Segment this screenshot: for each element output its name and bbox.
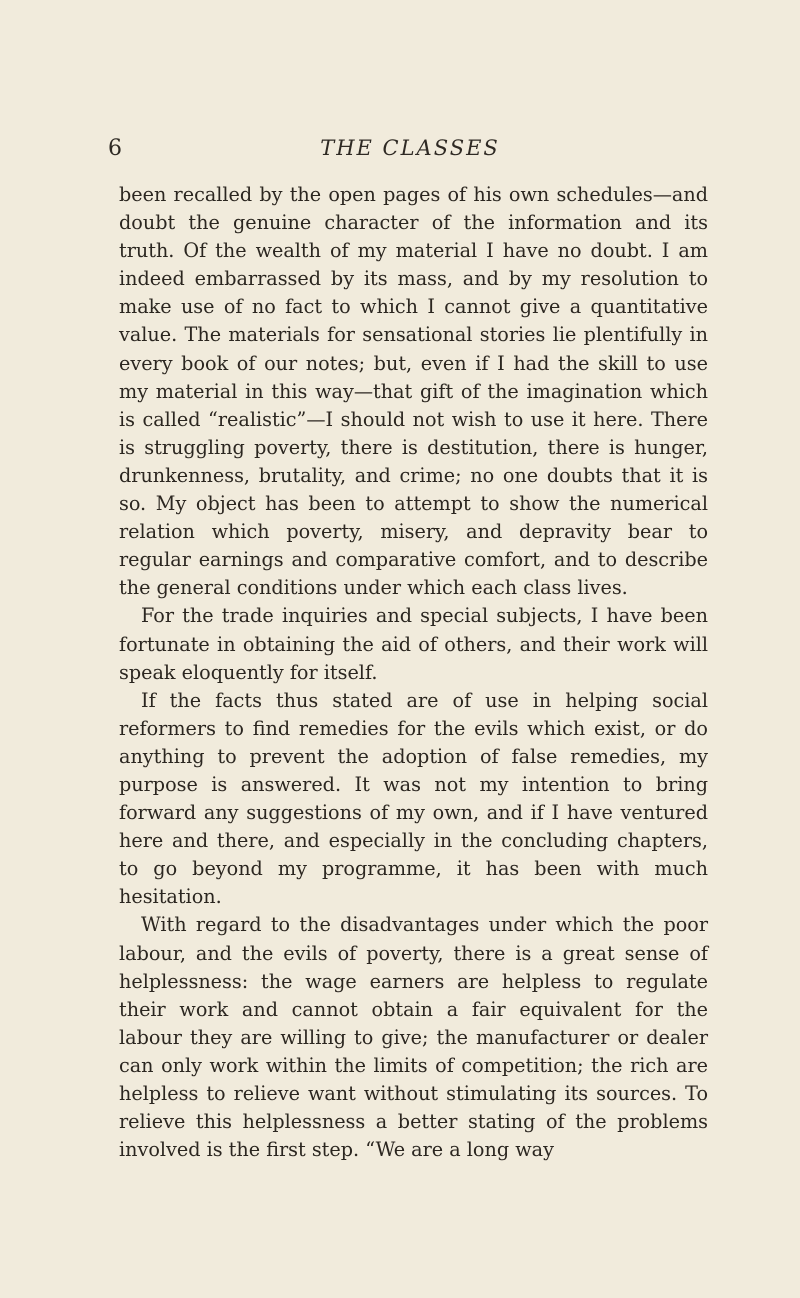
paragraph-1: been recalled by the open pages of his own schedules—and doubt the genuine character of the information and its truth. Of the wealth of my material I have no doubt. I am indeed embarrassed by its mass, and by my resolution to make use of no fact to which I cannot give a quantitative value. The materials for sensational stories lie plentifully in every book of our notes; but, even if I had the skill to use my material in this way—that gift of the imagination which is called “realistic”—I should not wish to use it here. There is struggling poverty, there is destitution, there is hunger, drunkenness, brutality, and crime; no one doubts that it is so. My object has been to attempt to show the numerical relation which poverty, misery, and depravity bear to regular earnings and comparative comfort, and to describe the general conditions under which each class lives. (119, 183, 708, 600)
running-title: THE CLASSES (320, 136, 500, 160)
page-header (108, 136, 712, 166)
paragraph-4: With regard to the disadvantages under which the poor labour, and the evils of poverty, there is a great sense of helplessness: the wage earners are helpless to regulate their work and cannot obtain a fair equivalent for the labour they are willing to give; the manufacturer or dealer can only work within the limits of competition; the rich are helpless to relieve want without stimulating its sources. To relieve this helplessness a better stating of the problems involved is the first step. “We are a long way (119, 913, 708, 1162)
paragraph-2: For the trade inquiries and special subjects, I have been fortunate in obtaining the aid of others, and their work will speak eloquently for itself. (119, 604, 708, 684)
body-text (119, 181, 708, 1164)
page-number: 6 (108, 136, 122, 161)
paragraph-3: If the facts thus stated are of use in helping social reformers to find remedies for the evils which exist, or do anything to prevent the adoption of false remedies, my purpose is answered. It was not my intention to bring forward any suggestions of my own, and if I have ventured here and there, and especially in the concluding chapters, to go beyond my programme, it has been with much hesitation. (119, 688, 708, 909)
